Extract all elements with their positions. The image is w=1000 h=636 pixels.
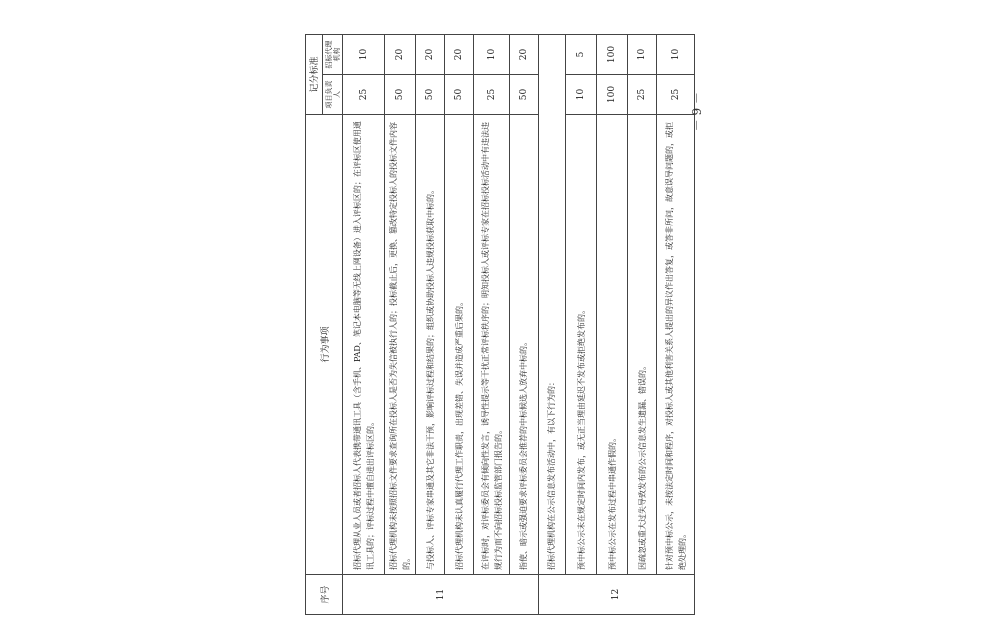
header-conduct: 行为事项: [306, 115, 343, 575]
conduct-text: 招标代理从业人员或者招标人代表携带通讯工具（含手机、PAD、笔记本电脑等无线上网设备）进入评标区的；在评标区使用通讯工具的；评标过程中擅自进出评标区的。: [343, 115, 385, 575]
score-project-leader: 100: [597, 75, 628, 115]
table-row: [628, 34, 657, 614]
group-intro: 招标代理机构在公示信息发布活动中，有以下行为的：: [538, 34, 565, 574]
rotated-content: [305, 35, 695, 615]
score-project-leader: 50: [509, 75, 538, 115]
table-row: [474, 34, 509, 614]
score-agency: 20: [509, 34, 538, 74]
score-agency: 20: [445, 34, 474, 74]
conduct-text: 针对预中标公示，未按法定时间和程序，对投标人或其他利害关系人提出的异议作出答复，或答非所问，故意误导问题的，或拒绝处理的。: [657, 115, 695, 575]
header-seq: 序号: [306, 575, 343, 615]
score-agency: 20: [416, 34, 445, 74]
header-project-leader: 项目负责人: [322, 75, 343, 115]
score-agency: 5: [565, 34, 596, 74]
conduct-text: 预中标公示未在规定时间内发布，或无正当理由延迟不发布或拒绝发布的。: [565, 115, 596, 575]
conduct-text: 指使、暗示或强迫要求评标委员会推荐的中标候选人放弃中标的。: [509, 115, 538, 575]
page-number: － 9 －: [690, 92, 704, 132]
table-row: [445, 34, 474, 614]
score-project-leader: 10: [565, 75, 596, 115]
score-agency: 20: [385, 34, 416, 74]
conduct-text: 因疏忽或重大过失导致发布的公示信息发生遗漏、错误的。: [628, 115, 657, 575]
score-agency: 10: [657, 34, 695, 74]
conduct-text: 在评标时，对评标委员会有倾向性发言，诱导性提示等干扰正常评标秩序的；明知投标人或评标专家在招标投标活动中有违法违规行为而不向招标投标监管部门报告的。: [474, 115, 509, 575]
table-row: [597, 34, 628, 614]
score-project-leader: 50: [385, 75, 416, 115]
score-agency: 10: [628, 34, 657, 74]
table-row: [416, 34, 445, 614]
score-project-leader: 50: [445, 75, 474, 115]
score-project-leader: 25: [657, 75, 695, 115]
score-project-leader: 25: [628, 75, 657, 115]
scoring-table: [305, 34, 695, 615]
score-project-leader: 25: [474, 75, 509, 115]
rotated-page: [305, 35, 695, 615]
score-project-leader: 25: [343, 75, 385, 115]
score-agency: 100: [597, 34, 628, 74]
score-agency: 10: [343, 34, 385, 74]
table-row: [538, 34, 565, 614]
conduct-text: 招标代理机构未按照招标文件要求查询所在投标人是否为失信被执行人的；投标截止后，更换、篡改特定投标人的投标文件内容的。: [385, 115, 416, 575]
conduct-text: 与投标人、评标专家串通及其它非法干预，影响评标过程和结果的；组织或协助投标人违规投标获取中标的。: [416, 115, 445, 575]
header-score-standard: 记分标准: [306, 34, 323, 114]
group-seq: 11: [343, 575, 538, 615]
score-agency: 10: [474, 34, 509, 74]
table-row: [565, 34, 596, 614]
table-row: [509, 34, 538, 614]
table-row: [385, 34, 416, 614]
group-seq: 12: [538, 575, 694, 615]
header-agency: 招标代理机构: [322, 34, 343, 74]
table-row: [343, 34, 385, 614]
score-project-leader: 50: [416, 75, 445, 115]
conduct-text: 招标代理机构未认真履行代理工作职责，出现差错、失误并造成严重后果的。: [445, 115, 474, 575]
conduct-text: 预中标公示在发布过程中串通作假的。: [597, 115, 628, 575]
header-row: [306, 34, 323, 614]
